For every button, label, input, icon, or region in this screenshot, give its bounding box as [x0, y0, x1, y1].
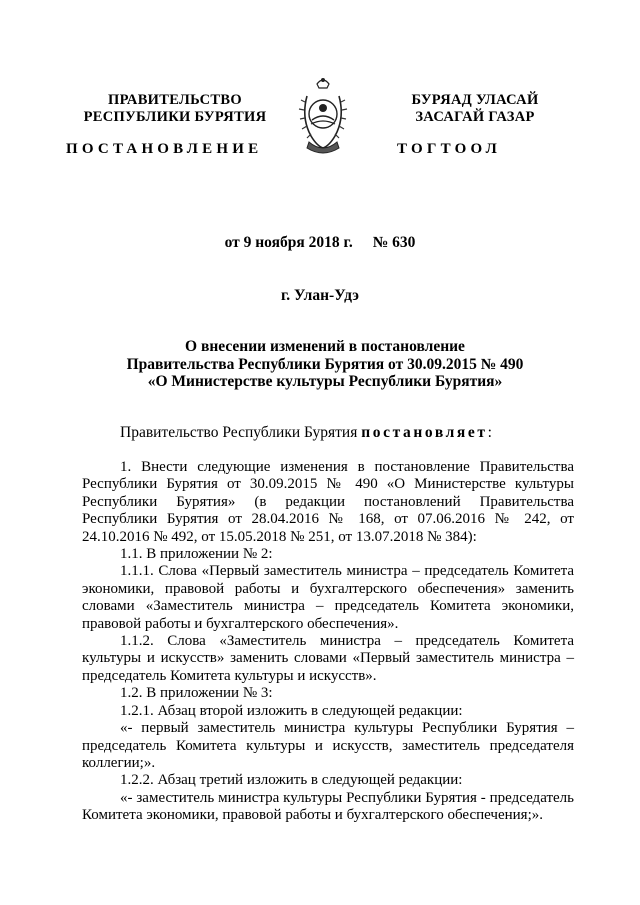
- preamble-text: Правительство Республики Бурятия: [120, 424, 362, 441]
- date-line: [0, 234, 640, 252]
- preamble-spaced-word: постановляет: [361, 424, 488, 441]
- document-date: от 9 ноября 2018 г.: [224, 234, 353, 251]
- header-left-line2: РЕСПУБЛИКИ БУРЯТИЯ: [83, 109, 267, 125]
- doctype-left: ПОСТАНОВЛЕНИЕ: [66, 141, 263, 157]
- title-line3: «О Министерстве культуры Республики Бурятия»: [147, 373, 503, 390]
- paragraph-1: 1. Внести следующие изменения в постановление Правительства Республики Бурятия от 30.09.2015 № 490 «О Министерстве культуры Республики Бурятия» (в редакции постановлений Правительства Республики Бурятия от 28.04.2016 № 168, от 07.06.2016 № 242, от 24.10.2016 № 492, от 15.05.2018 № 251, от 13.07.2018 № 384):: [82, 459, 574, 545]
- paragraph-1-2-2: 1.2.2. Абзац третий изложить в следующей редакции:: [120, 772, 463, 789]
- paragraph-1-2-1-quote: «- первый заместитель министра культуры Республики Бурятия – председатель Комитета культуры и искусств, заместитель председателя коллегии;».: [82, 720, 574, 771]
- city: г. Улан-Удэ: [280, 287, 359, 304]
- paragraph-1-1-2: 1.1.2. Слова «Заместитель министра – председатель Комитета культуры и искусств» заменить словами «Первый заместитель министра – председатель Комитета культуры и искусств».: [82, 633, 574, 684]
- paragraph-1-2: 1.2. В приложении № 3:: [120, 685, 273, 702]
- preamble: [120, 424, 492, 442]
- title-line1: О внесении изменений в постановление: [185, 338, 465, 355]
- header-right: [360, 92, 590, 126]
- document-body: [82, 459, 574, 825]
- paragraph-1-1-1: 1.1.1. Слова «Первый заместитель министра – председатель Комитета экономики, правовой работы и бухгалтерского обеспечения» заменить словами «Заместитель министра – председатель Комитета экономики, правовой работы и бухгалтерского обеспечения».: [82, 563, 574, 632]
- paragraph-1-2-1: 1.2.1. Абзац второй изложить в следующей редакции:: [120, 702, 463, 719]
- header-right-line2: ЗАСАГАЙ ГАЗАР: [415, 109, 535, 125]
- document-number: № 630: [372, 234, 416, 251]
- header-right-line1: БУРЯАД УЛАСАЙ: [411, 92, 539, 108]
- coat-of-arms-icon: [297, 74, 349, 158]
- paragraph-1-1: 1.1. В приложении № 2:: [120, 546, 273, 563]
- paragraph-1-2-2-quote: «- заместитель министра культуры Республики Бурятия - председатель Комитета экономики, правовой работы и бухгалтерского обеспечения;».: [82, 789, 574, 824]
- preamble-colon: :: [487, 424, 492, 441]
- doctype-right: ТОГТООЛ: [397, 141, 501, 157]
- header-left: [60, 92, 290, 126]
- title-line2: Правительства Республики Бурятия от 30.09.2015 № 490: [126, 355, 524, 373]
- document-title: [70, 338, 580, 391]
- header-left-line1: ПРАВИТЕЛЬСТВО: [108, 92, 242, 108]
